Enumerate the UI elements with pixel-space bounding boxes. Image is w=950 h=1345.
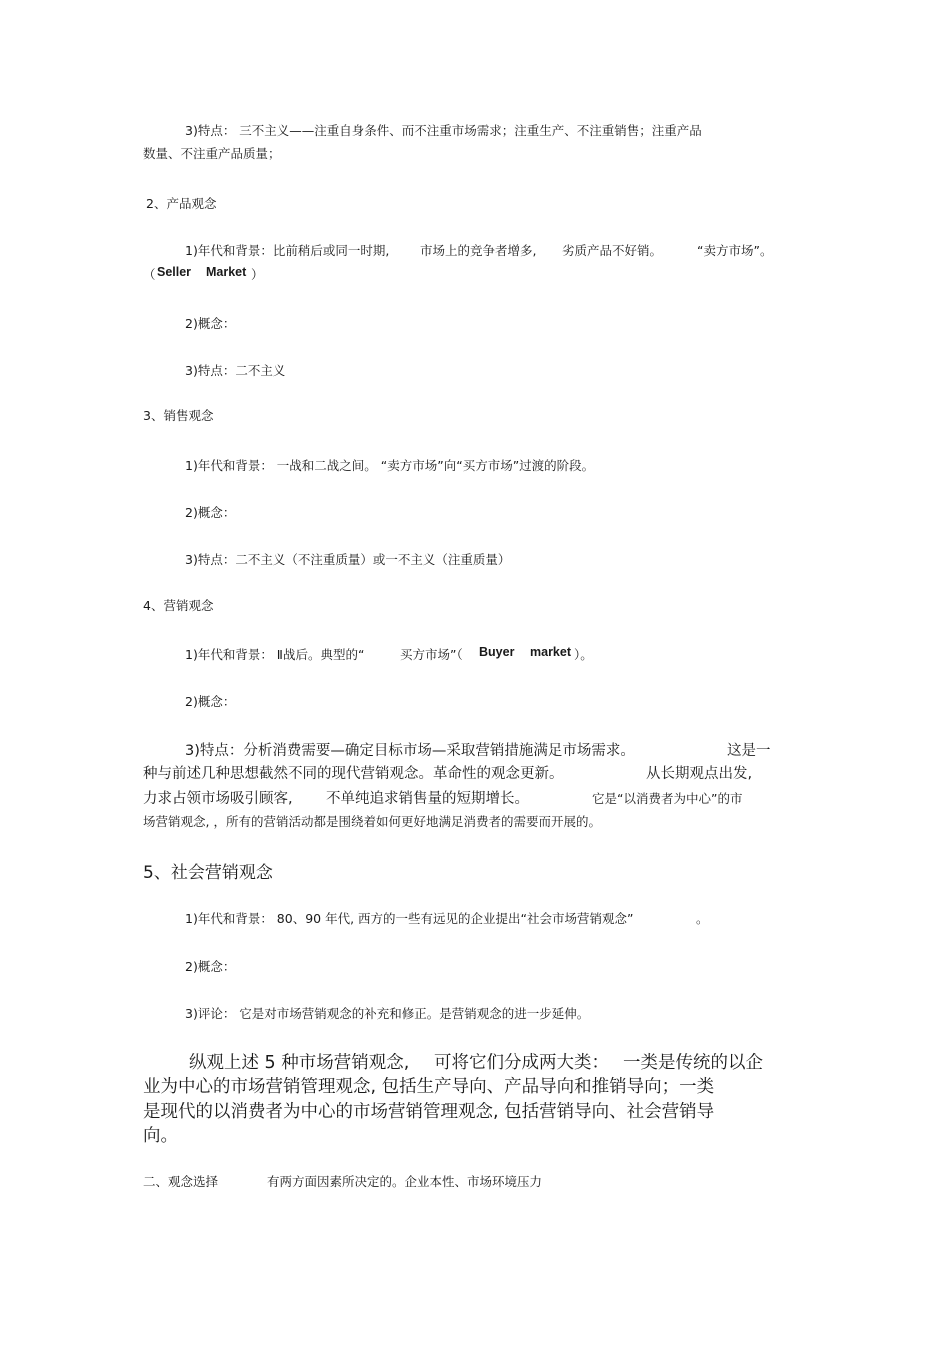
text-line: ）。 xyxy=(574,647,593,662)
text-line: 2)概念： xyxy=(185,959,236,974)
text-line: ） xyxy=(251,267,264,282)
text-line: 1)年代和背景：比前稍后或同一时期, xyxy=(185,243,390,258)
section-heading: 2、产品观念 xyxy=(146,196,217,211)
text-line: （ xyxy=(143,267,156,282)
text-line: 1)年代和背景： 80、90 年代, 西方的一些有远见的企业提出“社会市场营销观念” xyxy=(185,911,634,926)
text-line: 3)特点： 三不主义——注重自身条件、而不注重市场需求；注重生产、不注重销售；注重产品 xyxy=(185,123,702,138)
text-line: 3)评论： 它是对市场营销观念的补充和修正。是营销观念的进一步延伸。 xyxy=(185,1006,590,1021)
text-line: 从长期观点出发, xyxy=(646,766,753,782)
text-line: 可将它们分成两大类： xyxy=(434,1053,609,1073)
text-line: 。 xyxy=(696,911,709,926)
text-line: 3)特点：二不主义 xyxy=(185,363,286,378)
text-line: 不单纯追求销售量的短期增长。 xyxy=(326,791,529,807)
text-line: 2)概念： xyxy=(185,316,236,331)
text-line: 种与前述几种思想截然不同的现代营销观念。革命性的观念更新。 xyxy=(143,766,564,782)
text-line: 向。 xyxy=(143,1126,178,1146)
section-heading: 5、社会营销观念 xyxy=(143,863,273,883)
text-line: 2)概念： xyxy=(185,694,236,709)
section-heading: 二、观念选择 xyxy=(143,1174,219,1189)
text-line: 有两方面因素所决定的。企业本性、市场环境压力 xyxy=(267,1174,543,1189)
text-line: 数量、不注重产品质量； xyxy=(143,146,281,161)
text-line: 1)年代和背景： Ⅱ战后。典型的“ xyxy=(185,647,365,662)
text-line: 劣质产品不好销。 xyxy=(562,243,663,258)
text-line: 纵观上述 5 种市场营销观念, xyxy=(189,1053,410,1073)
section-heading: 4、营销观念 xyxy=(143,598,214,613)
text-line: 业为中心的市场营销管理观念, 包括生产导向、产品导向和推销导向；一类 xyxy=(143,1077,715,1097)
text-line: 1)年代和背景： 一战和二战之间。 “卖方市场”向“买方市场”过渡的阶段。 xyxy=(185,458,595,473)
text-line: “卖方市场”。 xyxy=(697,243,773,258)
text-line: 场营销观念, ，所有的营销活动都是围绕着如何更好地满足消费者的需要而开展的。 xyxy=(143,814,601,829)
text-line: 市场上的竞争者增多, xyxy=(420,243,537,258)
text-line: 2)概念： xyxy=(185,505,236,520)
section-heading: 3、销售观念 xyxy=(143,408,214,423)
text-line: 力求占领市场吸引顾客, xyxy=(143,791,293,807)
text-line: 买方市场”（ xyxy=(400,647,463,662)
text-line: Seller xyxy=(157,265,192,279)
text-line: Market xyxy=(206,265,247,279)
text-line: 这是一 xyxy=(727,743,771,759)
text-line: 是现代的以消费者为中心的市场营销管理观念, 包括营销导向、社会营销导 xyxy=(143,1102,715,1122)
text-line: 它是“以消费者为中心”的市 xyxy=(592,791,743,806)
text-line: 一类是传统的以企 xyxy=(623,1053,763,1073)
text-line: market xyxy=(530,645,571,659)
text-line: 3)特点：二不主义（不注重质量）或一不主义（注重质量） xyxy=(185,552,511,567)
text-line: Buyer xyxy=(479,645,515,659)
text-line: 3)特点：分析消费需要—确定目标市场—采取营销措施满足市场需求。 xyxy=(185,743,635,759)
